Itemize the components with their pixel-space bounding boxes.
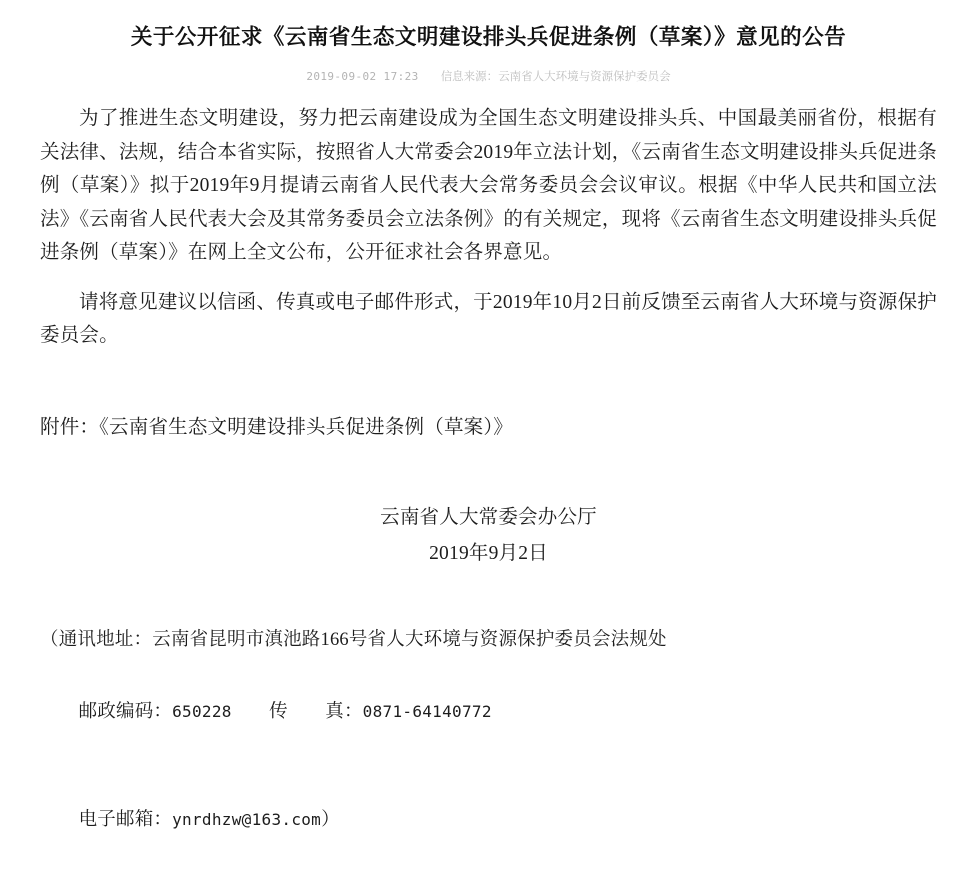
paragraph-2: 请将意见建议以信函、传真或电子邮件形式，于2019年10月2日前反馈至云南省人大环境与资源保护委员会。 [40,291,937,347]
fax-label: 传 真： [269,702,363,723]
closing-paren: ） [321,810,340,831]
signature-block [40,500,937,572]
source-value: 云南省人大环境与资源保护委员会 [498,71,671,84]
postcode-value: 650228 [172,702,232,722]
document-meta [40,68,937,84]
contact-postcode-fax [40,658,937,766]
publish-date: 2019-09-02 17:23 [306,69,419,83]
contact-email [40,766,937,874]
email-label: 电子邮箱： [78,810,173,831]
contact-block [40,622,937,874]
signature-date: 2019年9月2日 [429,543,548,565]
page-title: 关于公开征求《云南省生态文明建设排头兵促进条例（草案）》意见的公告 [130,25,847,49]
paragraph-1: 为了推进生态文明建设，努力把云南建设成为全国生态文明建设排头兵、中国最美丽省份，根据有关法律、法规，结合本省实际，按照省人大常委会2019年立法计划，《云南省生态文明建设排头兵促进条例（草案）》拟于2019年9月提请云南省人民代表大会常务委员会会议审议。根据《中华人民共和国立法法》《云南省人民代表大会及其常务委员会立法条例》的有关规定，现将《云南省生态文明建设排头兵促进条例（草案）》在网上全文公布，公开征求社会各界意见。 [40,108,937,264]
attachment-line: 附件：《云南省生态文明建设排头兵促进条例（草案）》 [40,416,514,438]
source-label: 信息来源： [440,71,499,84]
email-value: ynrdhzw@163.com [172,810,322,830]
postcode-label: 邮政编码： [78,702,173,723]
signature-organization: 云南省人大常委会办公厅 [380,506,597,528]
fax-value: 0871-64140772 [362,702,492,722]
document-body [40,102,937,874]
source-info [441,68,671,84]
contact-spacer [232,702,269,722]
contact-address: （通讯地址：云南省昆明市滇池路166号省人大环境与资源保护委员会法规处 [40,630,667,651]
